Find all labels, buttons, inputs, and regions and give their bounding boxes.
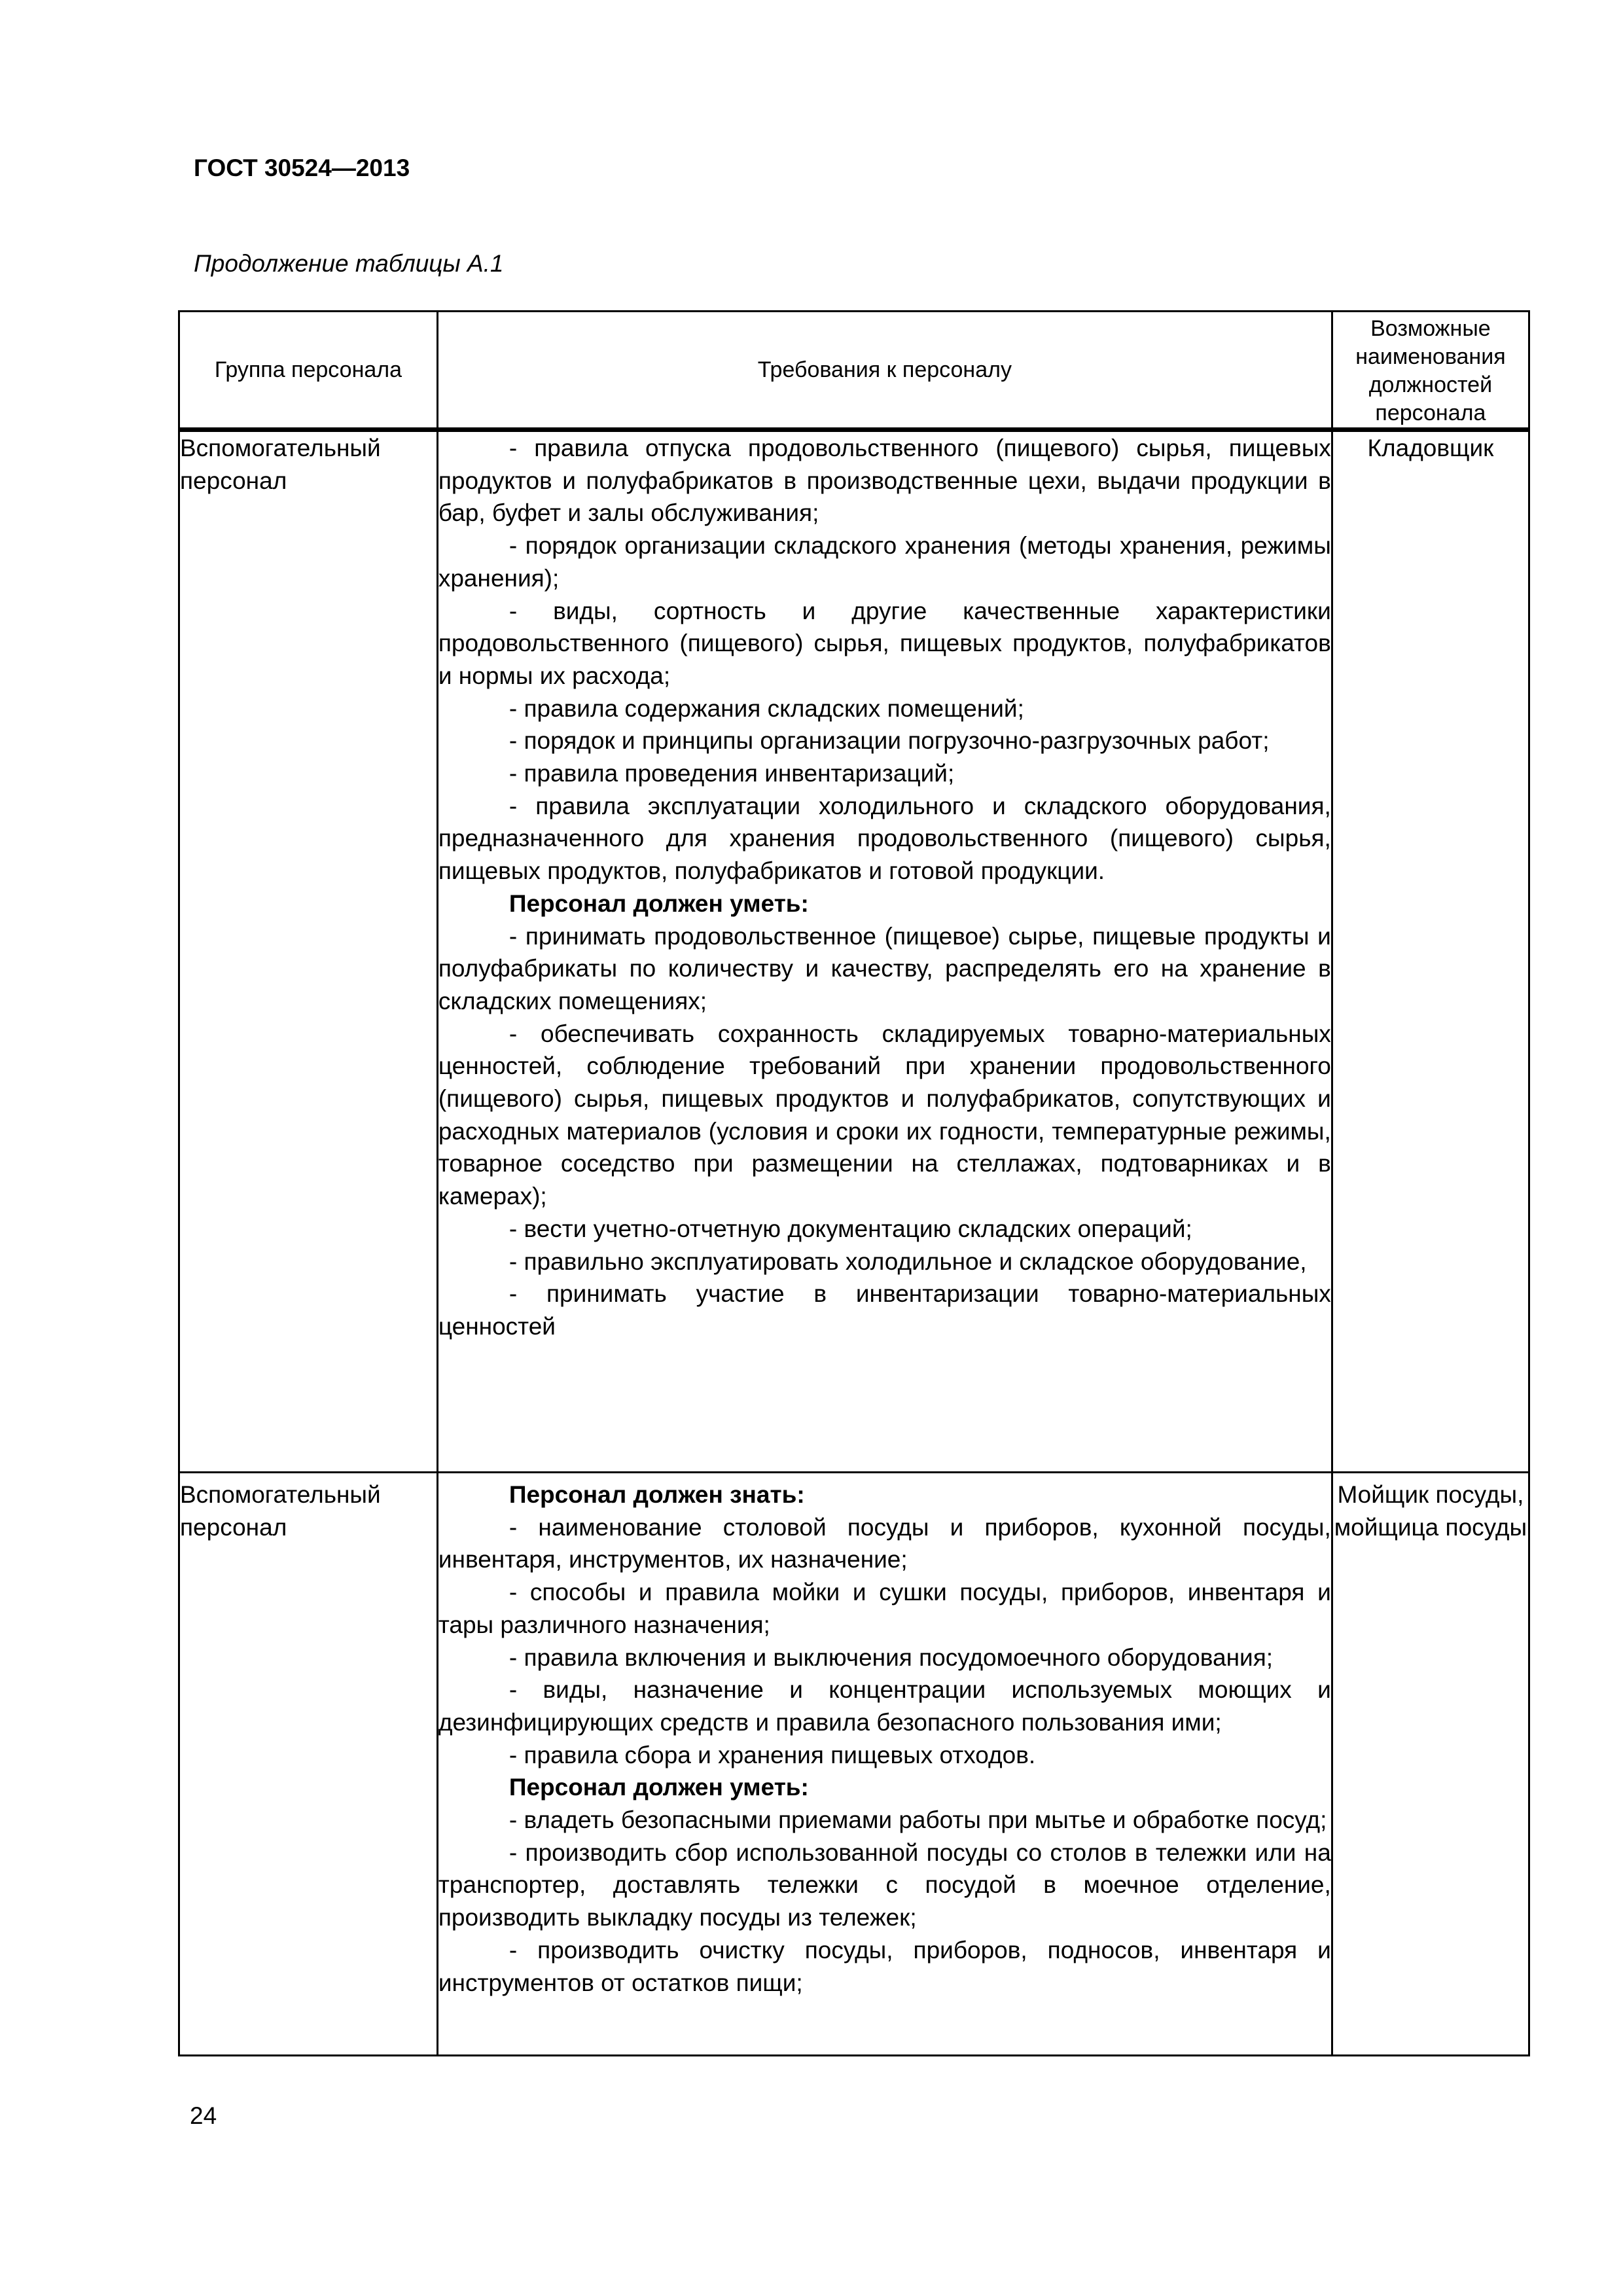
table-header-row xyxy=(179,312,1529,430)
cell-position-names: Кладовщик xyxy=(1332,430,1529,1473)
requirement-item: - владеть безопасными приемами работы при мытье и обработке посуд; xyxy=(508,1806,1327,1834)
cell-position-names: Мойщик посуды, мойщица посуды xyxy=(1332,1473,1529,2056)
page-number: 24 xyxy=(190,2102,217,2129)
requirement-item: - производить очистку посуды, приборов, подносов, инвентаря и инструментов от остатков пищи; xyxy=(438,1936,1331,1996)
requirement-item: - порядок организации складского хранения (методы хранения, режимы хранения); xyxy=(438,532,1331,592)
requirement-subheading: Персонал должен уметь: xyxy=(508,1774,809,1801)
header-positions: Возможные наименования должностей персонала xyxy=(1332,312,1529,430)
requirement-item: - виды, сортность и другие качественные характеристики продовольственного (пищевого) сырья, пищевых продуктов, полуфабрикатов и нормы их расхода; xyxy=(438,597,1331,689)
requirement-item: - правила проведения инвентаризаций; xyxy=(508,760,955,787)
document-code: ГОСТ 30524—2013 xyxy=(194,154,410,181)
cell-requirements xyxy=(437,430,1332,1473)
cell-personnel-group: Вспомогательный персонал xyxy=(179,430,438,1473)
header-personnel-group: Группа персонала xyxy=(179,312,438,430)
requirement-item: - правила эксплуатации холодильного и складского оборудования, предназначенного для хранения продовольственного (пищевого) сырья, пищевых продуктов, полуфабрикатов и готовой продукции. xyxy=(438,792,1331,885)
requirement-item: - обеспечивать сохранность складируемых товарно-материальных ценностей, соблюдение требований при хранении продовольственного (пищевого) сырья, пищевых продуктов и полуфабрикатов, сопутствующих и расходных материалов (условия и сроки их годности, температурные режимы, товарное соседство при размещении на стеллажах, подтоварниках и в камерах); xyxy=(438,1020,1331,1210)
requirement-item: - способы и правила мойки и сушки посуды, приборов, инвентаря и тары различного назначения; xyxy=(438,1579,1331,1638)
requirement-item: - порядок и принципы организации погрузочно-разгрузочных работ; xyxy=(508,727,1270,755)
cell-personnel-group: Вспомогательный персонал xyxy=(179,1473,438,2056)
requirements-table xyxy=(178,310,1530,2056)
requirement-item: - производить сбор использованной посуды со столов в тележки или на транспортер, доставлять тележки с посудой в моечное отделение, производить выкладку посуды из тележек; xyxy=(438,1839,1331,1931)
requirement-item: - принимать участие в инвентаризации товарно-материальных ценностей xyxy=(438,1280,1331,1340)
requirement-item: - правила отпуска продовольственного (пищевого) сырья, пищевых продуктов и полуфабрикатов в производственные цехи, выдачи продукции в бар, буфет и залы обслуживания; xyxy=(438,435,1331,527)
requirement-item: - правила сбора и хранения пищевых отходов. xyxy=(508,1741,1036,1768)
header-requirements: Требования к персоналу xyxy=(437,312,1332,430)
requirement-item: - правила содержания складских помещений; xyxy=(508,694,1024,722)
requirement-item: - виды, назначение и концентрации используемых моющих и дезинфицирующих средств и правила безопасного пользования ими; xyxy=(438,1676,1331,1736)
requirement-item: - принимать продовольственное (пищевое) сырье, пищевые продукты и полуфабрикаты по количеству и качеству, распределять его на хранение в складских помещениях; xyxy=(438,922,1331,1014)
table-row xyxy=(179,430,1529,1473)
requirement-item: - правильно эксплуатировать холодильное и складское оборудование, xyxy=(508,1247,1307,1275)
requirement-item: - вести учетно-отчетную документацию складских операций; xyxy=(508,1215,1192,1242)
requirement-item: - правила включения и выключения посудомоечного оборудования; xyxy=(508,1643,1274,1671)
table-row xyxy=(179,1473,1529,2056)
requirement-subheading: Персонал должен уметь: xyxy=(508,889,809,917)
requirement-item: - наименование столовой посуды и приборов, кухонной посуды, инвентаря, инструментов, их назначение; xyxy=(438,1513,1331,1573)
requirement-subheading: Персонал должен знать: xyxy=(508,1481,805,1508)
table-caption: Продолжение таблицы А.1 xyxy=(194,250,504,277)
cell-requirements xyxy=(437,1473,1332,2056)
